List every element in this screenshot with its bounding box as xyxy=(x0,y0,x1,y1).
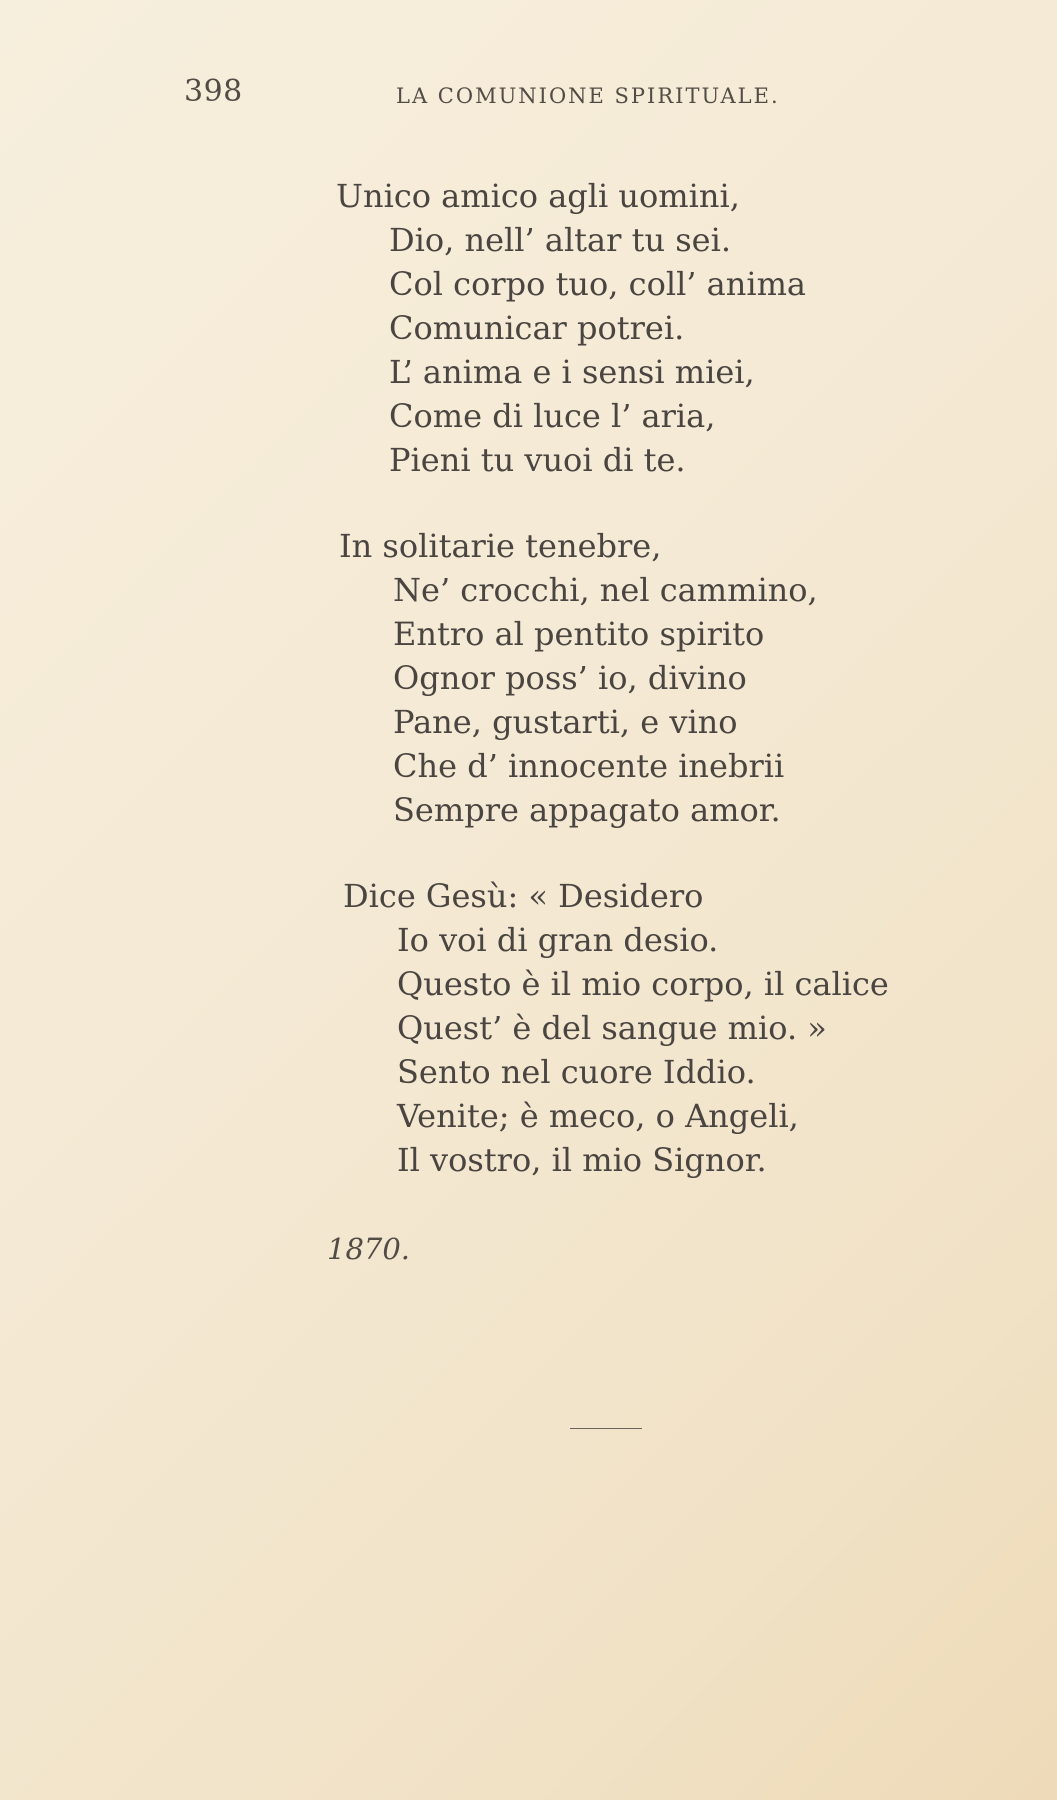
verse-line: L’ anima e i sensi miei, xyxy=(389,353,755,391)
verse-line: In solitarie tenebre, xyxy=(339,527,662,565)
verse-line: Io voi di gran desio. xyxy=(397,921,719,959)
verse-line: Comunicar potrei. xyxy=(389,309,685,347)
verse-line: Ne’ crocchi, nel cammino, xyxy=(393,571,818,609)
verse-line: Pane, gustarti, e vino xyxy=(393,703,738,741)
running-title: LA COMUNIONE SPIRITUALE. xyxy=(396,84,780,108)
stanza-2 xyxy=(0,524,1057,832)
verse-line: Dio, nell’ altar tu sei. xyxy=(389,221,731,259)
verse-line: Questo è il mio corpo, il calice xyxy=(397,965,889,1003)
end-rule xyxy=(570,1428,642,1429)
verse-line: Dice Gesù: « Desidero xyxy=(343,877,704,915)
verse-line: Col corpo tuo, coll’ anima xyxy=(389,265,806,303)
verse-line: Quest’ è del sangue mio. » xyxy=(397,1009,827,1047)
verse-line: Sento nel cuore Iddio. xyxy=(397,1053,756,1091)
page-number: 398 xyxy=(184,74,243,109)
verse-line: Il vostro, il mio Signor. xyxy=(397,1141,767,1179)
verse-line: Unico amico agli uomini, xyxy=(336,177,740,215)
poem-date: 1870. xyxy=(327,1232,411,1266)
verse-line: Che d’ innocente inebrii xyxy=(393,747,785,785)
verse-line: Come di luce l’ aria, xyxy=(389,397,716,435)
verse-line: Ognor poss’ io, divino xyxy=(393,659,747,697)
verse-line: Entro al pentito spirito xyxy=(393,615,765,653)
stanza-1 xyxy=(0,174,1057,482)
verse-line: Venite; è meco, o Angeli, xyxy=(397,1097,799,1135)
stanza-3 xyxy=(0,874,1057,1182)
verse-line: Pieni tu vuoi di te. xyxy=(389,441,686,479)
verse-line: Sempre appagato amor. xyxy=(393,791,781,829)
